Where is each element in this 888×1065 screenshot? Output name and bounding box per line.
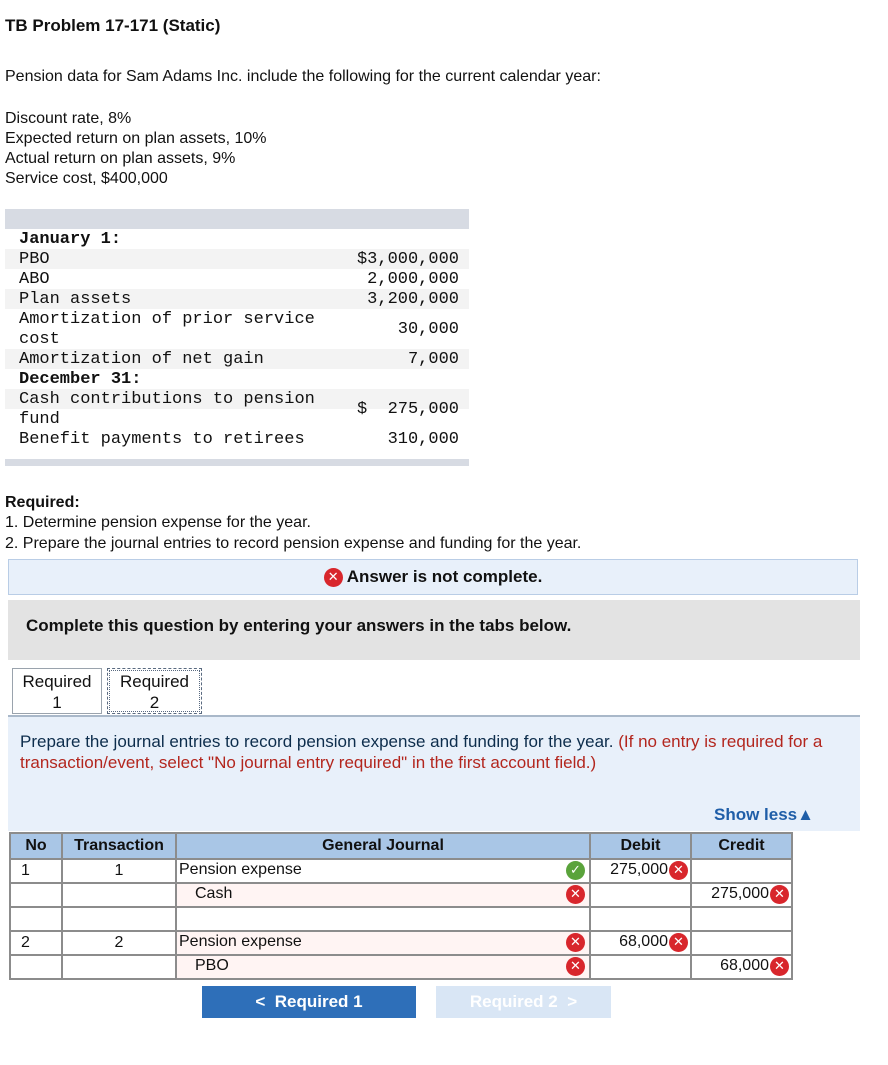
tab-number: 1 xyxy=(52,693,62,712)
table-row-spacer xyxy=(10,907,792,931)
prior-service-value: 30,000 xyxy=(397,320,459,339)
plan-assets-value: 3,200,000 xyxy=(367,290,459,309)
col-header-transaction: Transaction xyxy=(62,833,176,859)
panel-text: Prepare the journal entries to record pension expense and funding for the year. xyxy=(20,732,614,751)
next-required-button[interactable] xyxy=(436,986,611,1018)
plan-assets-label: Plan assets xyxy=(19,290,132,309)
fact-item: Service cost, $400,000 xyxy=(5,170,168,187)
net-gain-label: Amortization of net gain xyxy=(19,350,264,369)
fact-item: Actual return on plan assets, 9% xyxy=(5,150,236,167)
fact-item: Discount rate, 8% xyxy=(5,110,132,127)
account-name: Pension expense xyxy=(179,861,302,878)
col-header-no: No xyxy=(10,833,62,859)
account-name: Pension expense xyxy=(179,933,302,950)
account-field[interactable] xyxy=(176,859,590,883)
debit-field[interactable] xyxy=(590,859,691,883)
panel-note: (If no entry is required for a transaction/event, select "No journal entry required" in the first account field.) xyxy=(20,732,823,772)
col-header-credit: Credit xyxy=(691,833,792,859)
debit-field[interactable] xyxy=(590,955,691,979)
error-icon: ✕ xyxy=(566,957,585,976)
required-item-1: 1. Determine pension expense for the year. xyxy=(5,514,311,531)
debit-field[interactable] xyxy=(590,883,691,907)
transaction-no: 1 xyxy=(62,859,176,883)
error-icon: ✕ xyxy=(669,861,688,880)
abo-label: ABO xyxy=(19,270,50,289)
account-name: Cash xyxy=(195,885,233,902)
table-row xyxy=(10,883,792,907)
prev-required-button[interactable] xyxy=(202,986,416,1018)
required-heading: Required: xyxy=(5,494,80,511)
debit-value: 275,000 xyxy=(610,861,668,878)
error-icon: ✕ xyxy=(770,885,789,904)
general-journal-table xyxy=(9,832,793,980)
answer-status-banner xyxy=(8,559,858,595)
error-icon: ✕ xyxy=(669,933,688,952)
abo-value: 2,000,000 xyxy=(367,270,459,289)
entry-no xyxy=(10,955,62,979)
pension-data-table xyxy=(5,209,469,466)
entry-no: 1 xyxy=(10,859,62,883)
instruction-box xyxy=(8,600,860,660)
intro-text: Pension data for Sam Adams Inc. include the following for the current calendar year: xyxy=(5,68,601,85)
credit-value: 275,000 xyxy=(711,885,769,902)
table-bottom-bar xyxy=(5,459,469,466)
instruction-text: Complete this question by entering your answers in the tabs below. xyxy=(26,616,572,635)
tab-required-1[interactable] xyxy=(12,668,102,714)
transaction-no xyxy=(62,955,176,979)
dec-heading: December 31: xyxy=(19,370,142,389)
problem-title: TB Problem 17-171 (Static) xyxy=(5,16,221,35)
next-button-label: Required 2 xyxy=(469,992,558,1011)
table-row xyxy=(10,955,792,979)
credit-value: 68,000 xyxy=(720,957,769,974)
benefit-value: 310,000 xyxy=(387,430,459,449)
check-icon: ✓ xyxy=(566,861,585,880)
chevron-right-icon: > xyxy=(567,992,578,1011)
cash-contrib-label: Cash contributions to pension fund xyxy=(19,390,315,429)
entry-no xyxy=(10,883,62,907)
error-icon: ✕ xyxy=(566,885,585,904)
jan-heading: January 1: xyxy=(19,230,122,249)
entry-no: 2 xyxy=(10,931,62,955)
credit-field[interactable] xyxy=(691,859,792,883)
benefit-label: Benefit payments to retirees xyxy=(19,430,305,449)
prev-button-label: Required 1 xyxy=(274,992,363,1011)
credit-field[interactable] xyxy=(691,883,792,907)
error-icon: ✕ xyxy=(324,568,343,587)
error-icon: ✕ xyxy=(566,933,585,952)
pbo-label: PBO xyxy=(19,250,50,269)
tab-label: Required xyxy=(120,672,189,691)
account-field[interactable] xyxy=(176,883,590,907)
debit-field[interactable] xyxy=(590,931,691,955)
prior-service-label: Amortization of prior service cost xyxy=(19,310,315,349)
credit-field[interactable] xyxy=(691,955,792,979)
chevron-left-icon: < xyxy=(255,992,266,1011)
required-item-2: 2. Prepare the journal entries to record pension expense and funding for the year. xyxy=(5,535,582,552)
table-row xyxy=(10,859,792,883)
cash-contrib-value: $ 275,000 xyxy=(356,400,459,419)
col-header-general-journal: General Journal xyxy=(176,833,590,859)
facts-list xyxy=(5,109,267,189)
tab-label: Required xyxy=(22,672,92,691)
table-top-bar xyxy=(5,209,469,229)
status-text: Answer is not complete. xyxy=(346,567,543,586)
tab-required-2[interactable] xyxy=(107,668,202,714)
debit-value: 68,000 xyxy=(619,933,668,950)
panel-instructions xyxy=(20,731,850,773)
credit-field[interactable] xyxy=(691,931,792,955)
fact-item: Expected return on plan assets, 10% xyxy=(5,130,267,147)
account-field[interactable] xyxy=(176,955,590,979)
transaction-no xyxy=(62,883,176,907)
show-less-link[interactable]: Show less▲ xyxy=(714,805,814,824)
table-row xyxy=(10,931,792,955)
pbo-value: $3,000,000 xyxy=(356,250,459,269)
col-header-debit: Debit xyxy=(590,833,691,859)
net-gain-value: 7,000 xyxy=(407,350,459,369)
transaction-no: 2 xyxy=(62,931,176,955)
tab-number: 2 xyxy=(149,693,160,712)
account-field[interactable] xyxy=(176,931,590,955)
error-icon: ✕ xyxy=(770,957,789,976)
account-name: PBO xyxy=(195,957,229,974)
